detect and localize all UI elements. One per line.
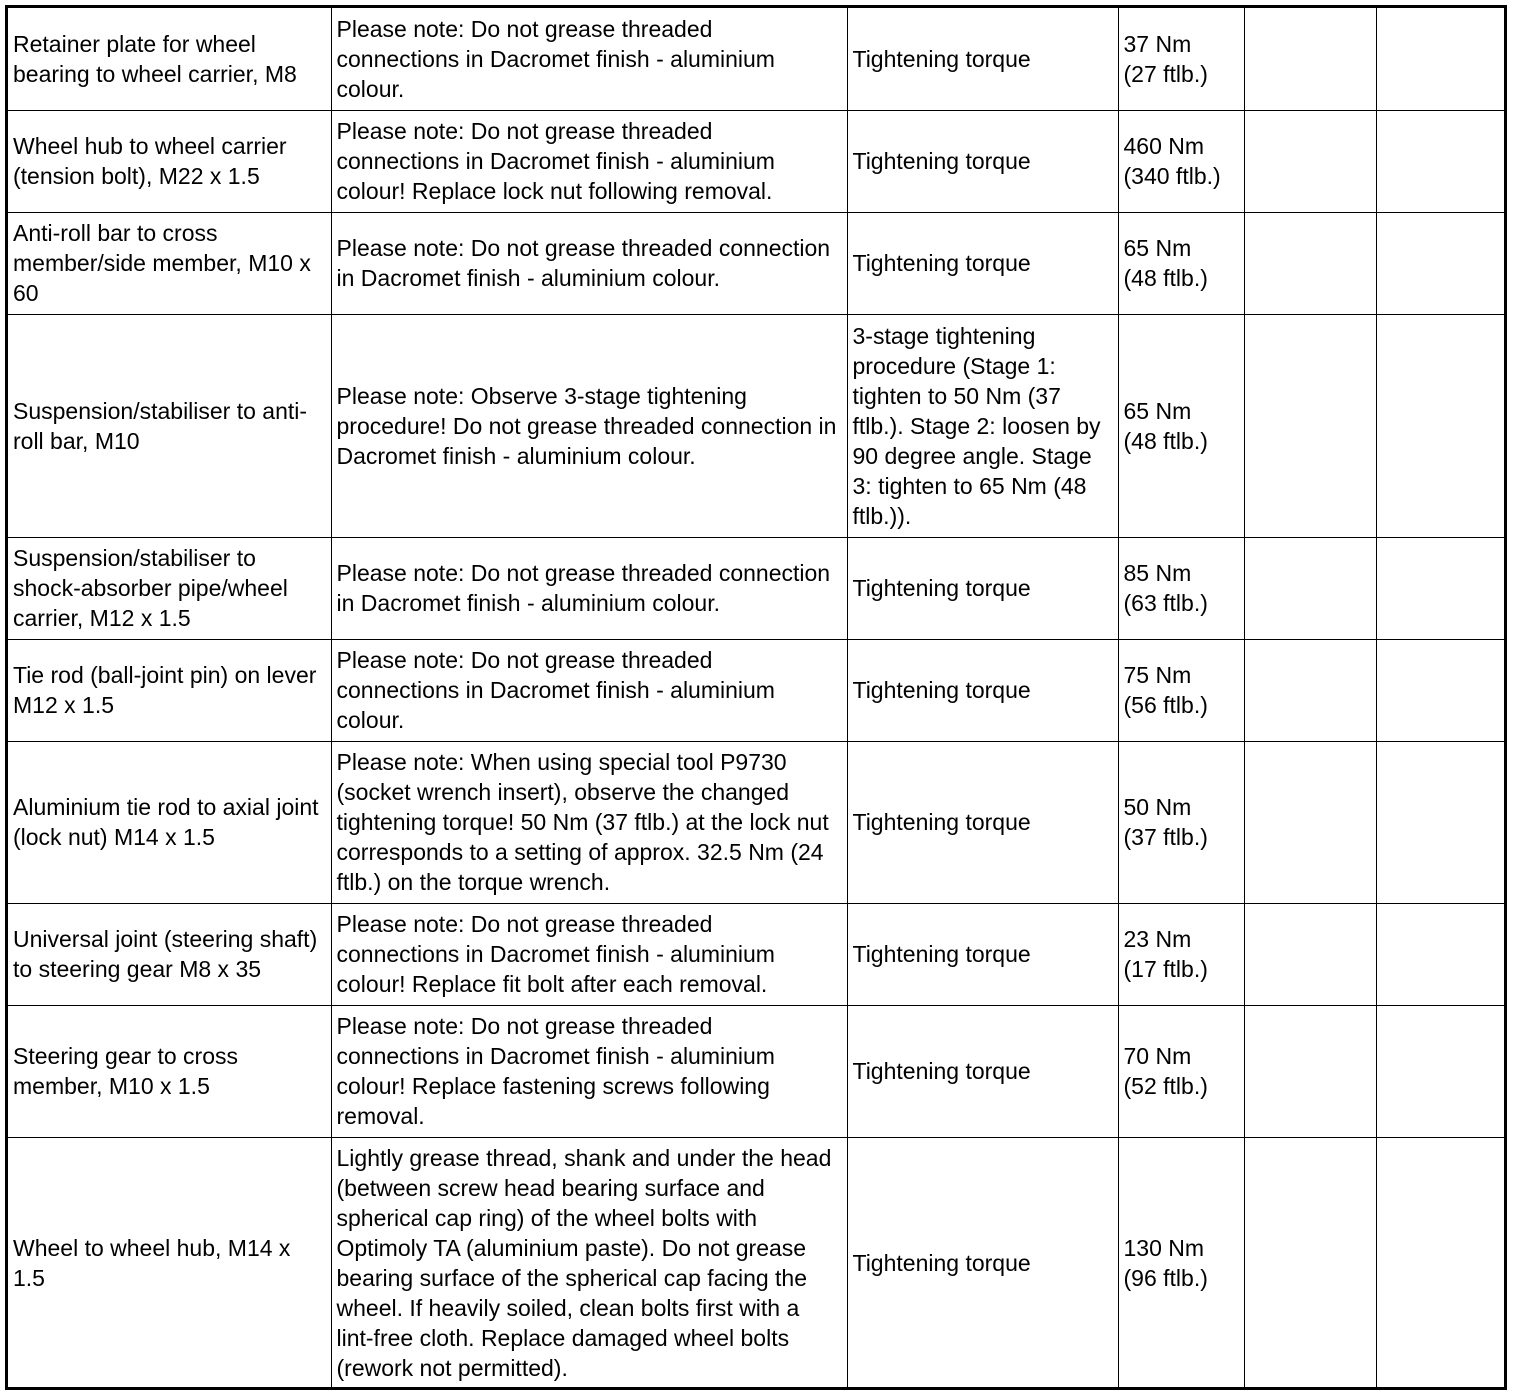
component-cell: Tie rod (ball-joint pin) on lever M12 x 1.5 bbox=[8, 639, 331, 741]
torque-ftlb: (37 ftlb.) bbox=[1123, 824, 1208, 850]
procedure-cell: Tightening torque bbox=[847, 903, 1118, 1005]
empty-cell bbox=[1244, 639, 1376, 741]
torque-value-cell bbox=[1118, 1005, 1244, 1137]
component-cell: Steering gear to cross member, M10 x 1.5 bbox=[8, 1005, 331, 1137]
torque-table-frame bbox=[5, 5, 1507, 1390]
note-cell: Please note: Do not grease threaded connections in Dacromet finish - aluminium colour. bbox=[331, 8, 847, 110]
empty-cell bbox=[1376, 1137, 1504, 1389]
note-cell: Please note: Do not grease threaded connection in Dacromet finish - aluminium colour. bbox=[331, 537, 847, 639]
note-cell: Please note: Observe 3-stage tightening procedure! Do not grease threaded connection in Dacromet finish - aluminium colour. bbox=[331, 314, 847, 537]
empty-cell bbox=[1244, 212, 1376, 314]
note-cell: Please note: When using special tool P9730 (socket wrench insert), observe the changed tightening torque! 50 Nm (37 ftlb.) at the lock nut corresponds to a setting of approx. 32.5 Nm (24 ftlb.) on the torque wrench. bbox=[331, 741, 847, 903]
table-row bbox=[8, 1137, 1504, 1389]
torque-value-cell bbox=[1118, 314, 1244, 537]
empty-cell bbox=[1376, 741, 1504, 903]
torque-ftlb: (96 ftlb.) bbox=[1123, 1265, 1208, 1292]
torque-nm: 460 Nm bbox=[1123, 133, 1205, 159]
torque-value-cell bbox=[1118, 903, 1244, 1005]
torque-ftlb: (340 ftlb.) bbox=[1123, 163, 1221, 189]
note-cell: Please note: Do not grease threaded connections in Dacromet finish - aluminium colour! Replace fit bolt after each removal. bbox=[331, 903, 847, 1005]
torque-nm: 23 Nm bbox=[1123, 926, 1192, 952]
torque-nm: 130 Nm bbox=[1123, 1235, 1205, 1262]
torque-ftlb: (56 ftlb.) bbox=[1123, 692, 1208, 718]
table-row bbox=[8, 903, 1504, 1005]
note-cell: Please note: Do not grease threaded connection in Dacromet finish - aluminium colour. bbox=[331, 212, 847, 314]
torque-value-cell bbox=[1118, 212, 1244, 314]
empty-cell bbox=[1244, 110, 1376, 212]
table-row bbox=[8, 212, 1504, 314]
torque-nm: 50 Nm bbox=[1123, 794, 1192, 820]
table-row bbox=[8, 1005, 1504, 1137]
table-row bbox=[8, 741, 1504, 903]
table-row bbox=[8, 8, 1504, 110]
note-cell: Please note: Do not grease threaded connections in Dacromet finish - aluminium colour! Replace lock nut following removal. bbox=[331, 110, 847, 212]
torque-value-cell bbox=[1118, 110, 1244, 212]
table-row bbox=[8, 537, 1504, 639]
procedure-cell: Tightening torque bbox=[847, 8, 1118, 110]
empty-cell bbox=[1244, 903, 1376, 1005]
empty-cell bbox=[1376, 639, 1504, 741]
component-cell: Suspension/stabiliser to shock-absorber pipe/wheel carrier, M12 x 1.5 bbox=[8, 537, 331, 639]
empty-cell bbox=[1244, 314, 1376, 537]
empty-cell bbox=[1376, 537, 1504, 639]
table-row bbox=[8, 639, 1504, 741]
component-cell: Wheel to wheel hub, M14 x 1.5 bbox=[8, 1137, 331, 1389]
torque-ftlb: (27 ftlb.) bbox=[1123, 60, 1208, 87]
component-cell: Anti-roll bar to cross member/side member, M10 x 60 bbox=[8, 212, 331, 314]
procedure-cell: Tightening torque bbox=[847, 741, 1118, 903]
empty-cell bbox=[1376, 314, 1504, 537]
empty-cell bbox=[1376, 212, 1504, 314]
empty-cell bbox=[1244, 741, 1376, 903]
component-cell: Retainer plate for wheel bearing to wheel carrier, M8 bbox=[8, 8, 331, 110]
empty-cell bbox=[1244, 537, 1376, 639]
note-cell: Please note: Do not grease threaded connections in Dacromet finish - aluminium colour! Replace fastening screws following removal. bbox=[331, 1005, 847, 1137]
torque-ftlb: (48 ftlb.) bbox=[1123, 265, 1208, 291]
torque-ftlb: (17 ftlb.) bbox=[1123, 956, 1208, 982]
empty-cell bbox=[1376, 110, 1504, 212]
empty-cell bbox=[1376, 8, 1504, 110]
torque-nm: 70 Nm bbox=[1123, 1043, 1192, 1069]
torque-specification-table bbox=[8, 8, 1504, 1389]
torque-value-cell bbox=[1118, 1137, 1244, 1389]
empty-cell bbox=[1376, 1005, 1504, 1137]
component-cell: Universal joint (steering shaft) to steering gear M8 x 35 bbox=[8, 903, 331, 1005]
procedure-cell: Tightening torque bbox=[847, 1005, 1118, 1137]
component-cell: Aluminium tie rod to axial joint (lock nut) M14 x 1.5 bbox=[8, 741, 331, 903]
component-cell: Wheel hub to wheel carrier (tension bolt), M22 x 1.5 bbox=[8, 110, 331, 212]
procedure-cell: Tightening torque bbox=[847, 537, 1118, 639]
table-row bbox=[8, 314, 1504, 537]
torque-nm: 65 Nm bbox=[1123, 235, 1192, 261]
empty-cell bbox=[1244, 1005, 1376, 1137]
torque-nm: 37 Nm bbox=[1123, 30, 1192, 57]
empty-cell bbox=[1376, 903, 1504, 1005]
empty-cell bbox=[1244, 1137, 1376, 1389]
procedure-cell: 3-stage tightening procedure (Stage 1: tighten to 50 Nm (37 ftlb.). Stage 2: loosen by 90 degree angle. Stage 3: tighten to 65 Nm (48 ftlb.)). bbox=[847, 314, 1118, 537]
torque-value-cell bbox=[1118, 639, 1244, 741]
torque-nm: 85 Nm bbox=[1123, 560, 1192, 586]
procedure-cell: Tightening torque bbox=[847, 212, 1118, 314]
table-row bbox=[8, 110, 1504, 212]
torque-ftlb: (48 ftlb.) bbox=[1123, 427, 1208, 454]
note-cell: Lightly grease thread, shank and under the head (between screw head bearing surface and spherical cap ring) of the wheel bolts with Optimoly TA (aluminium paste). Do not grease bearing surface of the spherical cap facing the wheel. If heavily soiled, clean bolts first with a lint-free cloth. Replace damaged wheel bolts (rework not permitted). bbox=[331, 1137, 847, 1389]
note-cell: Please note: Do not grease threaded connections in Dacromet finish - aluminium colour. bbox=[331, 639, 847, 741]
procedure-cell: Tightening torque bbox=[847, 639, 1118, 741]
torque-value-cell bbox=[1118, 8, 1244, 110]
torque-value-cell bbox=[1118, 537, 1244, 639]
torque-ftlb: (63 ftlb.) bbox=[1123, 590, 1208, 616]
component-cell: Suspension/stabiliser to anti-roll bar, M10 bbox=[8, 314, 331, 537]
torque-nm: 65 Nm bbox=[1123, 397, 1192, 424]
torque-nm: 75 Nm bbox=[1123, 662, 1192, 688]
procedure-cell: Tightening torque bbox=[847, 110, 1118, 212]
torque-value-cell bbox=[1118, 741, 1244, 903]
torque-ftlb: (52 ftlb.) bbox=[1123, 1073, 1208, 1099]
empty-cell bbox=[1244, 8, 1376, 110]
procedure-cell: Tightening torque bbox=[847, 1137, 1118, 1389]
